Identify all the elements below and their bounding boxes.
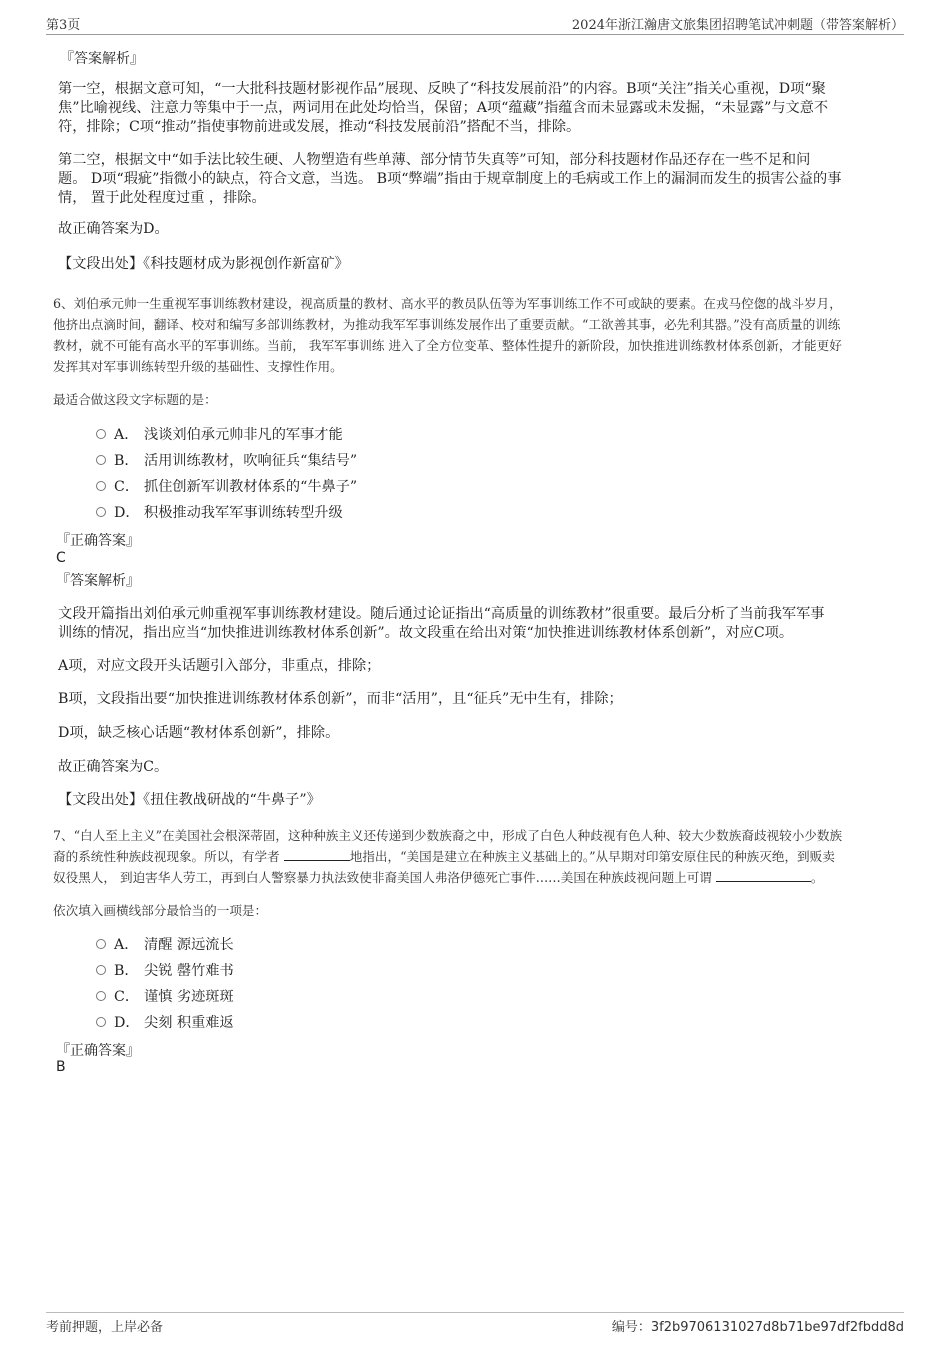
q5-conclusion: 故正确答案为D。: [58, 221, 169, 237]
q5-paragraph-2: 第二空，根据文中“如手法比较生硬、人物塑造有些单薄、部分情节失真等”可知，部分科技题材作品还存在一些不足和问 题。 D项“瑕疵”指微小的缺点，符合文意，当选。 B项“弊端”指由于规章制度上的毛病或工作上的漏洞而发生的损害公益的事 情， 置于此处程度过重 ，排除。: [58, 152, 842, 206]
fill-blank-2[interactable]: [716, 869, 811, 882]
radio-icon[interactable]: [96, 1017, 106, 1027]
q6-correct-answer: C: [56, 550, 66, 566]
q6-correct-label: 『正确答案』: [56, 533, 140, 549]
q6-source: 【文段出处】《扭住教战研战的“牛鼻子”》: [58, 792, 321, 808]
q6-option-d[interactable]: D． 积极推动我军军事训练转型升级: [96, 502, 343, 522]
q6-option-b[interactable]: B． 活用训练教材，吹响征兵“集结号”: [96, 450, 357, 470]
radio-icon[interactable]: [96, 991, 106, 1001]
q7-option-c[interactable]: C． 谨慎 劣迹斑斑: [96, 986, 234, 1006]
fill-blank-1[interactable]: [284, 848, 350, 861]
q7-option-d[interactable]: D． 尖刻 积重难返: [96, 1012, 234, 1032]
q6-note-b: B项，文段指出要“加快推进训练教材体系创新”，而非“活用”，且“征兵”无中生有，排除；: [58, 691, 623, 707]
q6-analysis: 文段开篇指出刘伯承元帅重视军事训练教材建设。随后通过论证指出“高质量的训练教材”很重要。最后分析了当前我军军事 训练的情况，指出应当“加快推进训练教材体系创新”。故文段重在给出对策“加快推进训练教材体系创新”，对应C项。: [58, 606, 825, 641]
q7-correct-answer: B: [56, 1059, 66, 1075]
document-title: 2024年浙江瀚唐文旅集团招聘笔试冲刺题（带答案解析）: [571, 18, 904, 33]
radio-icon[interactable]: [96, 481, 106, 491]
footer-slogan: 考前押题，上岸必备: [46, 1320, 164, 1335]
q7-stem: 7、“白人至上主义”在美国社会根深蒂固，这种种族主义还传递到少数族裔之中，形成了白色人种歧视有色人种、较大少数族裔歧视较小少数族 裔的系统性种族歧视现象。所以，有学者 地指出，“美国是建立在种族主义基础上的。”从早期对印第安原住民的种族灭绝，到贩卖 奴役黑人， 到迫害华人劳工，再到白人警察暴力执法致使非裔美国人弗洛伊德死亡事件……美国在种族歧视问题上可谓 。: [53, 828, 843, 885]
q5-paragraph-1: 第一空，根据文意可知，“一大批科技题材影视作品”展现、反映了“科技发展前沿”的内容。B项“关注”指关心重视，D项“聚 焦”比喻视线、注意力等集中于一点，两词用在此处均恰当，保留；A项“蕴藏”指蕴含而未显露或未发掘，“未显露”与文意不 符，排除；C项“推动”指使事物前进或发展，推动“科技发展前沿”搭配不当，排除。: [58, 81, 829, 135]
q6-prompt: 最适合做这段文字标题的是：: [53, 392, 217, 407]
footer-divider: [46, 1312, 904, 1313]
page-number: 第3页: [46, 18, 81, 33]
radio-icon[interactable]: [96, 507, 106, 517]
q6-analysis-label: 『答案解析』: [56, 573, 140, 589]
radio-icon[interactable]: [96, 429, 106, 439]
q7-option-b[interactable]: B． 尖锐 罄竹难书: [96, 960, 234, 980]
radio-icon[interactable]: [96, 965, 106, 975]
radio-icon[interactable]: [96, 455, 106, 465]
q6-note-a: A项，对应文段开头话题引入部分，非重点，排除；: [58, 658, 381, 674]
header-divider: [46, 34, 904, 35]
q6-option-c[interactable]: C． 抓住创新军训教材体系的“牛鼻子”: [96, 476, 357, 496]
q5-source: 【文段出处】《科技题材成为影视创作新富矿》: [58, 256, 349, 272]
q6-conclusion: 故正确答案为C。: [58, 759, 169, 775]
q6-stem: 6、刘伯承元帅一生重视军事训练教材建设，视高质量的教材、高水平的教员队伍等为军事训练工作不可或缺的要素。在戎马倥偬的战斗岁月， 他挤出点滴时间，翻译、校对和编写多部训练教材，为推动我军军事训练发展作出了重要贡献。“工欲善其事，必先利其器。”没有高质量的训练 教材，就不可能有高水平的军事训练。当前， 我军军事训练 进入了全方位变革、整体性提升的新阶段，加快推进训练教材体系创新，才能更好 发挥其对军事训练转型升级的基础性、支撑性作用。: [53, 296, 842, 374]
q7-correct-label: 『正确答案』: [56, 1043, 140, 1059]
radio-icon[interactable]: [96, 939, 106, 949]
document-code: 编号：3f2b9706131027d8b71be97df2fbdd8d: [611, 1320, 904, 1335]
q6-note-d: D项，缺乏核心话题“教材体系创新”，排除。: [58, 725, 340, 741]
q7-prompt: 依次填入画横线部分最恰当的一项是：: [53, 903, 268, 918]
q6-option-a[interactable]: A． 浅谈刘伯承元帅非凡的军事才能: [96, 424, 343, 444]
q7-option-a[interactable]: A． 清醒 源远流长: [96, 934, 234, 954]
q5-analysis-label: 『答案解析』: [60, 51, 144, 67]
